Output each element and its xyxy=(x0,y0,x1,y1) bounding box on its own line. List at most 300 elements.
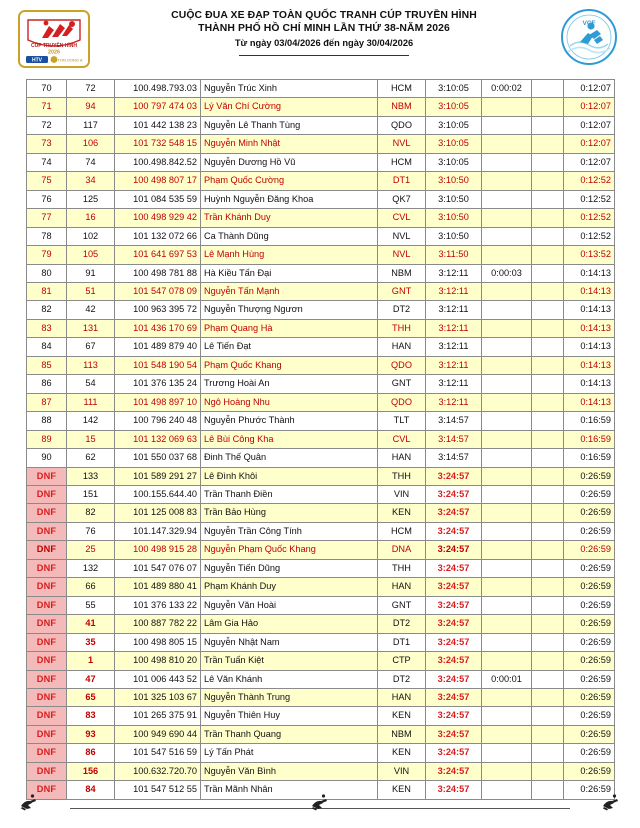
cell-rank: DNF xyxy=(27,578,67,596)
cell-uci-id: 101 732 548 15 xyxy=(115,135,201,153)
cell-bonus xyxy=(482,725,532,743)
cell-penalty xyxy=(532,227,564,245)
cell-rank: 72 xyxy=(27,116,67,134)
cell-penalty xyxy=(532,541,564,559)
svg-text:VCF: VCF xyxy=(582,20,596,27)
cell-bib: 51 xyxy=(67,282,115,300)
cell-gap: 0:13:52 xyxy=(564,246,615,264)
cell-gap: 0:12:07 xyxy=(564,98,615,116)
cell-team: HCM xyxy=(378,522,426,540)
cyclist-ornament-icon xyxy=(309,792,331,812)
cell-time: 3:24:57 xyxy=(426,559,482,577)
cell-uci-id: 100.498.793.03 xyxy=(115,80,201,98)
cell-gap: 0:14:13 xyxy=(564,282,615,300)
cell-rank: 83 xyxy=(27,319,67,337)
cell-rank: DNF xyxy=(27,781,67,799)
cell-rider-name: Trần Mãnh Nhân xyxy=(201,781,378,799)
cell-time: 3:14:57 xyxy=(426,430,482,448)
cell-penalty xyxy=(532,80,564,98)
cell-rider-name: Nguyễn Văn Hoài xyxy=(201,596,378,614)
cell-rider-name: Lê Tiến Đạt xyxy=(201,338,378,356)
table-row[interactable] xyxy=(27,578,615,596)
cell-penalty xyxy=(532,375,564,393)
cell-time: 3:24:57 xyxy=(426,744,482,762)
cell-uci-id: 101.147.329.94 xyxy=(115,522,201,540)
cell-team: DT2 xyxy=(378,670,426,688)
cell-rank: DNF xyxy=(27,707,67,725)
cell-rider-name: Nguyễn Thiên Huy xyxy=(201,707,378,725)
cell-time: 3:14:57 xyxy=(426,449,482,467)
cell-time: 3:24:57 xyxy=(426,522,482,540)
cell-uci-id: 100 498 805 15 xyxy=(115,633,201,651)
table-row[interactable] xyxy=(27,633,615,651)
cell-time: 3:12:11 xyxy=(426,393,482,411)
cell-bonus xyxy=(482,246,532,264)
cell-gap: 0:26:59 xyxy=(564,781,615,799)
cell-uci-id: 101 547 078 09 xyxy=(115,282,201,300)
cell-gap: 0:16:59 xyxy=(564,449,615,467)
vcf-federation-logo-art xyxy=(560,8,618,66)
cell-gap: 0:26:59 xyxy=(564,615,615,633)
cell-bib: 54 xyxy=(67,375,115,393)
cell-time: 3:24:57 xyxy=(426,688,482,706)
table-row[interactable] xyxy=(27,449,615,467)
cell-bib: 41 xyxy=(67,615,115,633)
cell-uci-id: 101 376 133 22 xyxy=(115,596,201,614)
cell-team: KEN xyxy=(378,781,426,799)
table-row[interactable] xyxy=(27,393,615,411)
table-row[interactable] xyxy=(27,282,615,300)
cell-rider-name: Phạm Quang Hà xyxy=(201,319,378,337)
cell-uci-id: 101 265 375 91 xyxy=(115,707,201,725)
cell-team: NBM xyxy=(378,264,426,282)
table-row[interactable] xyxy=(27,375,615,393)
cell-team: CVL xyxy=(378,430,426,448)
cell-rank: 70 xyxy=(27,80,67,98)
cell-rank: DNF xyxy=(27,688,67,706)
table-row[interactable] xyxy=(27,209,615,227)
svg-text:2026: 2026 xyxy=(48,49,60,56)
cell-uci-id: 101 084 535 59 xyxy=(115,190,201,208)
cell-bib: 15 xyxy=(67,430,115,448)
cell-rider-name: Lê Bùi Công Kha xyxy=(201,430,378,448)
cell-uci-id: 100 498 929 42 xyxy=(115,209,201,227)
cell-uci-id: 101 547 076 07 xyxy=(115,559,201,577)
cell-bonus xyxy=(482,209,532,227)
cell-bib: 102 xyxy=(67,227,115,245)
cell-gap: 0:26:59 xyxy=(564,652,615,670)
cell-rider-name: Nguyễn Trúc Xinh xyxy=(201,80,378,98)
cell-uci-id: 100 949 690 44 xyxy=(115,725,201,743)
cell-team: NBM xyxy=(378,98,426,116)
page-header xyxy=(0,0,640,72)
cell-gap: 0:26:59 xyxy=(564,541,615,559)
table-row[interactable] xyxy=(27,301,615,319)
cell-uci-id: 101 489 880 41 xyxy=(115,578,201,596)
cell-uci-id: 100.498.842.52 xyxy=(115,153,201,171)
cell-bib: 91 xyxy=(67,264,115,282)
cell-bonus xyxy=(482,98,532,116)
cell-bonus xyxy=(482,227,532,245)
cell-time: 3:12:11 xyxy=(426,356,482,374)
table-row[interactable] xyxy=(27,762,615,780)
cell-rider-name: Trần Thanh Quang xyxy=(201,725,378,743)
cell-penalty xyxy=(532,707,564,725)
cell-penalty xyxy=(532,264,564,282)
cell-gap: 0:26:59 xyxy=(564,485,615,503)
cell-team: HAN xyxy=(378,449,426,467)
cell-team: VIN xyxy=(378,485,426,503)
cell-uci-id: 100 498 915 28 xyxy=(115,541,201,559)
cell-bonus xyxy=(482,596,532,614)
cell-rider-name: Trần Thanh Điền xyxy=(201,485,378,503)
cell-bonus xyxy=(482,578,532,596)
cell-penalty xyxy=(532,670,564,688)
cell-penalty xyxy=(532,338,564,356)
cell-rank: 89 xyxy=(27,430,67,448)
cell-rider-name: Trần Bảo Hùng xyxy=(201,504,378,522)
cell-time: 3:24:57 xyxy=(426,781,482,799)
cell-bib: 131 xyxy=(67,319,115,337)
cell-bonus xyxy=(482,615,532,633)
table-row[interactable] xyxy=(27,246,615,264)
table-row[interactable] xyxy=(27,430,615,448)
cell-team: GNT xyxy=(378,375,426,393)
cell-time: 3:10:05 xyxy=(426,153,482,171)
table-row[interactable] xyxy=(27,725,615,743)
title-block xyxy=(100,9,548,56)
cell-bib: 133 xyxy=(67,467,115,485)
cell-rank: 71 xyxy=(27,98,67,116)
cell-time: 3:10:05 xyxy=(426,116,482,134)
cell-penalty xyxy=(532,172,564,190)
cup-truyen-hinh-logo-art xyxy=(20,12,88,66)
cell-rank: 87 xyxy=(27,393,67,411)
cell-rider-name: Lý Tấn Phát xyxy=(201,744,378,762)
cell-rank: DNF xyxy=(27,467,67,485)
cell-penalty xyxy=(532,135,564,153)
cell-team: KEN xyxy=(378,504,426,522)
cell-rank: 80 xyxy=(27,264,67,282)
table-row[interactable] xyxy=(27,135,615,153)
table-row[interactable] xyxy=(27,522,615,540)
cell-team: NVL xyxy=(378,135,426,153)
table-row[interactable] xyxy=(27,615,615,633)
cell-uci-id: 101 548 190 54 xyxy=(115,356,201,374)
cell-time: 3:24:57 xyxy=(426,541,482,559)
table-row[interactable] xyxy=(27,707,615,725)
cell-uci-id: 101 442 138 23 xyxy=(115,116,201,134)
cell-bonus xyxy=(482,338,532,356)
cell-uci-id: 101 589 291 27 xyxy=(115,467,201,485)
cell-bonus: 0:00:03 xyxy=(482,264,532,282)
cell-rider-name: Huỳnh Nguyễn Đăng Khoa xyxy=(201,190,378,208)
cell-penalty xyxy=(532,209,564,227)
cell-gap: 0:26:59 xyxy=(564,596,615,614)
cell-rider-name: Phạm Quốc Khang xyxy=(201,356,378,374)
cell-rank: 77 xyxy=(27,209,67,227)
cell-rank: DNF xyxy=(27,541,67,559)
cell-gap: 0:12:52 xyxy=(564,190,615,208)
cell-bib: 125 xyxy=(67,190,115,208)
cell-rank: DNF xyxy=(27,652,67,670)
cell-rider-name: Nguyễn Văn Bình xyxy=(201,762,378,780)
cell-bonus xyxy=(482,282,532,300)
cell-uci-id: 101 436 170 69 xyxy=(115,319,201,337)
cell-team: CVL xyxy=(378,209,426,227)
cell-team: KEN xyxy=(378,744,426,762)
cell-bonus xyxy=(482,116,532,134)
svg-text:CÚP TRUYỀN HÌNH: CÚP TRUYỀN HÌNH xyxy=(30,43,78,49)
table-row[interactable] xyxy=(27,190,615,208)
cell-rank: DNF xyxy=(27,522,67,540)
table-row[interactable] xyxy=(27,227,615,245)
page-footer xyxy=(0,786,640,814)
cell-penalty xyxy=(532,559,564,577)
cell-bib: 84 xyxy=(67,781,115,799)
table-row[interactable] xyxy=(27,98,615,116)
cell-rider-name: Trần Tuấn Kiệt xyxy=(201,652,378,670)
cell-bib: 76 xyxy=(67,522,115,540)
cell-rank: DNF xyxy=(27,633,67,651)
table-row[interactable] xyxy=(27,688,615,706)
cell-gap: 0:26:59 xyxy=(564,504,615,522)
cell-team: TLT xyxy=(378,412,426,430)
cell-gap: 0:26:59 xyxy=(564,688,615,706)
cell-bonus xyxy=(482,449,532,467)
table-row[interactable] xyxy=(27,412,615,430)
table-row[interactable] xyxy=(27,504,615,522)
cell-penalty xyxy=(532,319,564,337)
page-title-line-1: CUỘC ĐUA XE ĐẠP TOÀN QUỐC TRANH CÚP TRUYỀN HÌNH xyxy=(171,10,477,21)
cell-gap: 0:14:13 xyxy=(564,264,615,282)
cell-team: HCM xyxy=(378,80,426,98)
cell-rank: DNF xyxy=(27,762,67,780)
cell-time: 3:24:57 xyxy=(426,762,482,780)
cell-bib: 105 xyxy=(67,246,115,264)
cell-bib: 94 xyxy=(67,98,115,116)
cell-bib: 66 xyxy=(67,578,115,596)
cell-time: 3:24:57 xyxy=(426,707,482,725)
cell-team: DT2 xyxy=(378,615,426,633)
cell-rider-name: Lê Mạnh Hùng xyxy=(201,246,378,264)
cell-bib: 156 xyxy=(67,762,115,780)
table-row[interactable] xyxy=(27,652,615,670)
cell-gap: 0:16:59 xyxy=(564,430,615,448)
table-row[interactable] xyxy=(27,80,615,98)
cell-rider-name: Nguyễn Trần Công Tính xyxy=(201,522,378,540)
cell-team: GNT xyxy=(378,596,426,614)
cell-uci-id: 101 547 512 55 xyxy=(115,781,201,799)
cell-bib: 67 xyxy=(67,338,115,356)
cell-rank: 79 xyxy=(27,246,67,264)
cell-gap: 0:14:13 xyxy=(564,319,615,337)
cell-gap: 0:26:59 xyxy=(564,707,615,725)
cell-uci-id: 100 887 782 22 xyxy=(115,615,201,633)
cell-gap: 0:26:59 xyxy=(564,467,615,485)
cell-team: HAN xyxy=(378,338,426,356)
cell-penalty xyxy=(532,430,564,448)
cell-team: DT1 xyxy=(378,633,426,651)
cell-team: THH xyxy=(378,319,426,337)
cell-rider-name: Phạm Khánh Duy xyxy=(201,578,378,596)
table-row[interactable] xyxy=(27,153,615,171)
cell-team: NBM xyxy=(378,725,426,743)
cell-time: 3:24:57 xyxy=(426,652,482,670)
cell-uci-id: 101 125 008 83 xyxy=(115,504,201,522)
cell-bonus xyxy=(482,485,532,503)
results-table-body xyxy=(27,80,615,800)
cell-time: 3:11:50 xyxy=(426,246,482,264)
cell-time: 3:24:57 xyxy=(426,504,482,522)
table-row[interactable] xyxy=(27,485,615,503)
table-row[interactable] xyxy=(27,596,615,614)
cell-time: 3:10:50 xyxy=(426,209,482,227)
cell-bonus xyxy=(482,412,532,430)
cell-gap: 0:14:13 xyxy=(564,375,615,393)
cell-penalty xyxy=(532,153,564,171)
cell-team: NVL xyxy=(378,227,426,245)
cell-bonus xyxy=(482,559,532,577)
vcf-federation-logo xyxy=(560,8,618,66)
cell-rider-name: Nguyễn Minh Nhật xyxy=(201,135,378,153)
cell-uci-id: 100 498 781 88 xyxy=(115,264,201,282)
cell-gap: 0:12:07 xyxy=(564,116,615,134)
cell-bib: 16 xyxy=(67,209,115,227)
cell-time: 3:24:57 xyxy=(426,633,482,651)
table-row[interactable] xyxy=(27,541,615,559)
cell-rank: DNF xyxy=(27,744,67,762)
cell-bonus xyxy=(482,356,532,374)
table-row[interactable] xyxy=(27,264,615,282)
cell-gap: 0:12:07 xyxy=(564,80,615,98)
cell-time: 3:12:11 xyxy=(426,338,482,356)
cell-bib: 62 xyxy=(67,449,115,467)
cell-bib: 72 xyxy=(67,80,115,98)
cell-penalty xyxy=(532,744,564,762)
cell-time: 3:12:11 xyxy=(426,319,482,337)
cell-team: HAN xyxy=(378,578,426,596)
cell-penalty xyxy=(532,725,564,743)
table-row[interactable] xyxy=(27,559,615,577)
cell-time: 3:24:57 xyxy=(426,596,482,614)
cell-bonus xyxy=(482,319,532,337)
cell-bonus xyxy=(482,153,532,171)
cell-rank: 75 xyxy=(27,172,67,190)
cell-gap: 0:26:59 xyxy=(564,670,615,688)
cell-rank: DNF xyxy=(27,670,67,688)
cell-bonus xyxy=(482,467,532,485)
cell-uci-id: 101 498 897 10 xyxy=(115,393,201,411)
results-table-container xyxy=(26,79,614,800)
cell-team: THH xyxy=(378,559,426,577)
cell-gap: 0:26:59 xyxy=(564,578,615,596)
cell-rank: 88 xyxy=(27,412,67,430)
cell-penalty xyxy=(532,688,564,706)
cell-rank: 84 xyxy=(27,338,67,356)
table-row[interactable] xyxy=(27,356,615,374)
cell-rider-name: Nguyễn Tiến Dũng xyxy=(201,559,378,577)
cell-team: DT2 xyxy=(378,301,426,319)
table-row[interactable] xyxy=(27,670,615,688)
cell-penalty xyxy=(532,596,564,614)
cell-penalty xyxy=(532,504,564,522)
cell-penalty xyxy=(532,116,564,134)
cell-team: THH xyxy=(378,467,426,485)
cell-time: 3:10:50 xyxy=(426,172,482,190)
cell-uci-id: 100 797 474 03 xyxy=(115,98,201,116)
table-row[interactable] xyxy=(27,116,615,134)
cell-penalty xyxy=(532,282,564,300)
cell-bib: 82 xyxy=(67,504,115,522)
cell-bib: 86 xyxy=(67,744,115,762)
cell-bib: 106 xyxy=(67,135,115,153)
cell-bib: 151 xyxy=(67,485,115,503)
cell-bonus xyxy=(482,522,532,540)
cell-team: QDO xyxy=(378,116,426,134)
cell-time: 3:24:57 xyxy=(426,578,482,596)
table-row[interactable] xyxy=(27,319,615,337)
cell-bonus xyxy=(482,688,532,706)
cell-bib: 113 xyxy=(67,356,115,374)
cell-time: 3:10:05 xyxy=(426,98,482,116)
cell-rider-name: Nguyễn Nhật Nam xyxy=(201,633,378,651)
cell-gap: 0:26:59 xyxy=(564,559,615,577)
cell-bib: 111 xyxy=(67,393,115,411)
cell-gap: 0:12:52 xyxy=(564,209,615,227)
cyclist-ornament-icon xyxy=(18,792,40,812)
cell-rank: 90 xyxy=(27,449,67,467)
cell-rank: 74 xyxy=(27,153,67,171)
cup-truyen-hinh-logo xyxy=(18,10,90,68)
cell-bonus xyxy=(482,504,532,522)
cell-time: 3:24:57 xyxy=(426,725,482,743)
cell-time: 3:10:05 xyxy=(426,80,482,98)
table-row[interactable] xyxy=(27,744,615,762)
cell-bonus xyxy=(482,707,532,725)
cell-time: 3:12:11 xyxy=(426,282,482,300)
cell-bib: 35 xyxy=(67,633,115,651)
results-table xyxy=(26,79,615,800)
cell-penalty xyxy=(532,301,564,319)
cell-bib: 65 xyxy=(67,688,115,706)
cell-uci-id: 101 376 135 24 xyxy=(115,375,201,393)
cell-time: 3:12:11 xyxy=(426,375,482,393)
cell-time: 3:24:57 xyxy=(426,670,482,688)
cyclist-ornament-icon xyxy=(600,792,622,812)
cell-gap: 0:16:59 xyxy=(564,412,615,430)
cell-penalty xyxy=(532,412,564,430)
cell-gap: 0:14:13 xyxy=(564,338,615,356)
cell-bonus xyxy=(482,172,532,190)
cell-uci-id: 101 641 697 53 xyxy=(115,246,201,264)
cell-team: HAN xyxy=(378,688,426,706)
cell-uci-id: 100.155.644.40 xyxy=(115,485,201,503)
cell-rider-name: Trần Khánh Duy xyxy=(201,209,378,227)
table-row[interactable] xyxy=(27,338,615,356)
table-row[interactable] xyxy=(27,172,615,190)
table-row[interactable] xyxy=(27,467,615,485)
cell-penalty xyxy=(532,652,564,670)
cell-bonus xyxy=(482,762,532,780)
cell-bonus xyxy=(482,190,532,208)
cell-time: 3:14:57 xyxy=(426,412,482,430)
cell-bib: 74 xyxy=(67,153,115,171)
cell-rank: 82 xyxy=(27,301,67,319)
cell-penalty xyxy=(532,190,564,208)
cell-uci-id: 100 796 240 48 xyxy=(115,412,201,430)
cell-bib: 1 xyxy=(67,652,115,670)
